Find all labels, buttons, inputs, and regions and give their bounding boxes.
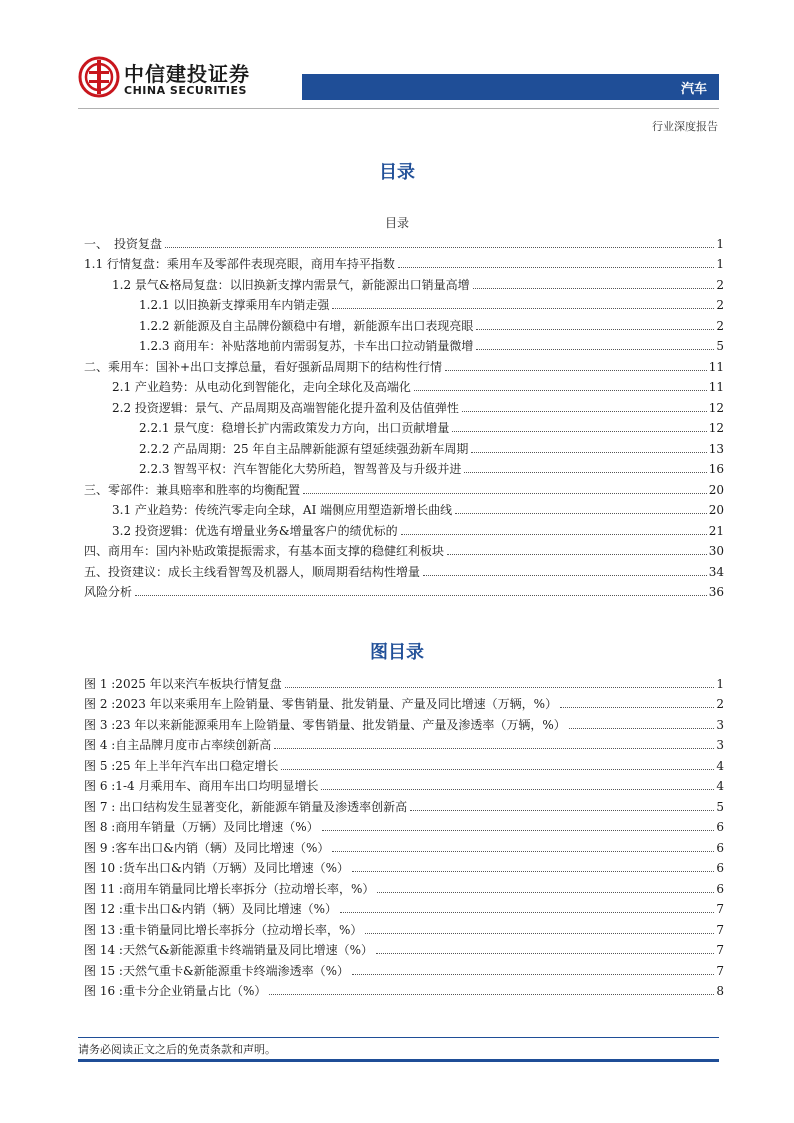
leader-dots: [462, 411, 707, 412]
figure-entry[interactable]: [84, 957, 724, 978]
toc-entry[interactable]: [84, 230, 724, 251]
leader-dots: [476, 349, 714, 350]
toc-entry-page: 2: [716, 318, 724, 333]
toc-entry-page: 2: [716, 298, 724, 312]
leader-dots: [135, 595, 707, 596]
figure-entry-text: 图 2 :2023 年以来乘用车上险销量、零售销量、批发销量、产量及同比增速（万辆，%）: [84, 697, 558, 711]
toc-entry[interactable]: [139, 333, 724, 354]
leader-dots: [560, 707, 714, 708]
figure-entry-text: 图 15 :天然气重卡&新能源重卡终端渗透率（%）: [84, 963, 350, 978]
figure-entry[interactable]: [84, 691, 724, 712]
toc-entry[interactable]: [139, 415, 724, 436]
toc-entry-text: 3.1 产业趋势：传统汽零走向全球，AI 端侧应用塑造新增长曲线: [112, 503, 453, 517]
toc-entry[interactable]: [139, 292, 724, 313]
figure-entry-page: 6: [716, 881, 724, 896]
leader-dots: [303, 493, 707, 494]
leader-dots: [165, 247, 714, 248]
figure-entry-text: 图 3 :23 年以来新能源乘用车上险销量、零售销量、批发销量、产量及渗透率（万辆，%）: [84, 717, 566, 732]
company-logo: [78, 56, 248, 100]
toc-entry[interactable]: [139, 456, 724, 477]
leader-dots: [377, 892, 714, 893]
report-type: 行业深度报告: [652, 120, 718, 133]
toc-entry[interactable]: [84, 558, 724, 579]
toc-entry[interactable]: [84, 476, 724, 497]
leader-dots: [352, 974, 714, 975]
toc-entry[interactable]: [84, 353, 724, 374]
figure-entry[interactable]: [84, 711, 724, 732]
figure-entry-page: 2: [716, 697, 724, 711]
figure-entry-text: 图 13 :重卡销量同比增长率拆分（拉动增长率，%）: [84, 922, 363, 937]
toc-entry-page: 11: [708, 380, 724, 394]
footer-divider: [78, 1037, 719, 1038]
toc-entry-text: 1.2.2 新能源及自主品牌份额稳中有增，新能源车出口表现亮眼: [139, 318, 474, 333]
figure-entry-text: 图 14 :天然气&新能源重卡终端销量及同比增速（%）: [84, 943, 374, 957]
leader-dots: [321, 789, 714, 790]
figure-entry-page: 7: [716, 943, 724, 957]
figure-entry[interactable]: [84, 978, 724, 999]
toc-entry-text: 1.2.1 以旧换新支撑乘用车内销走强: [139, 298, 330, 312]
toc-entry-page: 34: [708, 564, 724, 579]
figure-entry-text: 图 11 :商用车销量同比增长率拆分（拉动增长率，%）: [84, 881, 375, 896]
leader-dots: [569, 728, 715, 729]
toc-entry[interactable]: [112, 497, 724, 518]
toc-entry-text: 2.2.3 智驾平权：汽车智能化大势所趋，智驾普及与升级并进: [139, 462, 462, 476]
figure-entry-page: 7: [716, 902, 724, 916]
leader-dots: [473, 288, 715, 289]
figure-entry-page: 6: [716, 840, 724, 855]
toc-entry-text: 1.1 行情复盘：乘用车及零部件表现亮眼，商用车持平指数: [84, 257, 395, 271]
figure-entry[interactable]: [84, 875, 724, 896]
leader-dots: [332, 308, 714, 309]
figure-entry[interactable]: [84, 814, 724, 835]
figure-entry-page: 4: [716, 779, 724, 793]
disclaimer-note: 请务必阅读正文之后的免责条款和声明。: [78, 1043, 276, 1056]
figure-entry-page: 7: [716, 963, 724, 978]
toc-entry-text: 三、零部件：兼具赔率和胜率的均衡配置: [84, 482, 301, 497]
figure-entry[interactable]: [84, 937, 724, 958]
leader-dots: [332, 851, 714, 852]
toc-entry-page: 20: [708, 482, 724, 497]
figure-entry-page: 3: [716, 738, 724, 752]
figure-entry-text: 图 16 :重卡分企业销量占比（%）: [84, 984, 267, 998]
toc-entry-text: 二、乘用车：国补+出口支撑总量，看好强新品周期下的结构性行情: [84, 359, 443, 374]
toc-entry-page: 21: [708, 523, 724, 538]
leader-dots: [398, 267, 714, 268]
toc-entry-text: 1.2.3 商用车：补贴落地前内需弱复苏，卡车出口拉动销量微增: [139, 339, 474, 353]
figure-entry-page: 1: [716, 676, 724, 691]
toc-entry[interactable]: [112, 374, 724, 395]
leader-dots: [352, 871, 714, 872]
sector-banner: [302, 74, 719, 100]
figures-title: 图目录: [370, 642, 424, 663]
toc-entry-text: 风险分析: [84, 585, 133, 599]
figure-entry-text: 图 8 :商用车销量（万辆）及同比增速（%）: [84, 820, 319, 834]
footer-bar: [78, 1059, 719, 1062]
toc-entry[interactable]: [112, 271, 724, 292]
toc-entry-text: 3.2 投资逻辑：优选有增量业务&增量客户的绩优标的: [112, 523, 398, 538]
leader-dots: [455, 513, 707, 514]
toc-entry[interactable]: [139, 312, 724, 333]
figure-entry[interactable]: [84, 793, 724, 814]
leader-dots: [445, 370, 707, 371]
figure-entry-text: 图 6 :1-4 月乘用车、商用车出口均明显增长: [84, 779, 319, 793]
leader-dots: [340, 912, 714, 913]
figure-entry[interactable]: [84, 916, 724, 937]
figure-entry-text: 图 4 :自主品牌月度市占率续创新高: [84, 738, 272, 752]
figure-entry-page: 6: [716, 820, 724, 834]
figure-entry-text: 图 9 :客车出口&内销（辆）及同比增速（%）: [84, 840, 330, 855]
china-securities-logo-icon: [78, 56, 120, 98]
toc-entry[interactable]: [112, 394, 724, 415]
leader-dots: [423, 575, 707, 576]
leader-dots: [322, 830, 715, 831]
toc-entry-page: 1: [716, 236, 724, 251]
toc-subtitle: 目录: [384, 216, 409, 230]
toc-entry[interactable]: [139, 435, 724, 456]
figure-entry-page: 3: [716, 717, 724, 732]
figure-entry-text: 图 12 :重卡出口&内销（辆）及同比增速（%）: [84, 902, 338, 916]
toc-entry-text: 五、投资建议：成长主线看智驾及机器人，顺周期看结构性增量: [84, 564, 421, 579]
figure-entry-page: 7: [716, 922, 724, 937]
logo-chinese-name: 中信建投证券: [124, 62, 250, 86]
leader-dots: [376, 953, 714, 954]
figure-entry-text: 图 10 :货车出口&内销（万辆）及同比增速（%）: [84, 861, 350, 875]
toc-entry-text: 2.2.1 景气度：稳增长扩内需政策发力方向，出口贡献增量: [139, 421, 450, 435]
toc-entry-page: 20: [708, 503, 724, 517]
toc-entry-page: 12: [708, 400, 724, 415]
toc-entry-text: 2.2.2 产品周期：25 年自主品牌新能源有望延续强劲新车周期: [139, 441, 469, 456]
leader-dots: [471, 452, 706, 453]
toc-entry-page: 16: [708, 462, 724, 476]
toc-entry-page: 2: [716, 277, 724, 292]
toc-entry[interactable]: [84, 251, 724, 272]
toc-entry[interactable]: [84, 579, 724, 600]
toc-entry-page: 13: [708, 441, 724, 456]
leader-dots: [365, 933, 714, 934]
toc-entry-text: 2.2 投资逻辑：景气、产品周期及高端智能化提升盈利及估值弹性: [112, 400, 459, 415]
toc-entry-page: 11: [708, 359, 724, 374]
toc-entry-text: 2.1 产业趋势：从电动化到智能化，走向全球化及高端化: [112, 380, 411, 394]
figure-entry[interactable]: [84, 773, 724, 794]
toc-title: 目录: [379, 162, 415, 183]
figure-entry[interactable]: [84, 834, 724, 855]
leader-dots: [410, 810, 714, 811]
header-divider: [78, 108, 719, 109]
leader-dots: [285, 687, 715, 688]
toc-entry[interactable]: [112, 517, 724, 538]
leader-dots: [464, 472, 706, 473]
figure-entry-text: 图 5 :25 年上半年汽车出口稳定增长: [84, 758, 279, 773]
toc-entry-page: 36: [708, 585, 724, 599]
toc-entry-page: 1: [716, 257, 724, 271]
figure-entry-text: 图 1 :2025 年以来汽车板块行情复盘: [84, 676, 282, 691]
leader-dots: [269, 994, 714, 995]
figure-entry-page: 8: [716, 984, 724, 998]
figure-entry[interactable]: [84, 896, 724, 917]
leader-dots: [274, 748, 714, 749]
figure-entry-text: 图 7 : 出口结构发生显著变化，新能源车销量及渗透率创新高: [84, 799, 408, 814]
leader-dots: [476, 329, 714, 330]
leader-dots: [447, 554, 707, 555]
toc-entry-text: 1.2 景气&格局复盘：以旧换新支撑内需景气，新能源出口销量高增: [112, 277, 470, 292]
figure-entry-page: 6: [716, 861, 724, 875]
toc-entry-page: 30: [708, 544, 724, 558]
logo-english-name: CHINA SECURITIES: [124, 84, 247, 97]
leader-dots: [414, 390, 707, 391]
toc-entry-text: 一、 投资复盘: [84, 236, 163, 251]
toc-entry-page: 12: [708, 421, 724, 435]
figure-entry[interactable]: [84, 855, 724, 876]
figure-entry[interactable]: [84, 752, 724, 773]
sector-label: 汽车: [680, 82, 707, 97]
figure-entry[interactable]: [84, 670, 724, 691]
toc-entry[interactable]: [84, 538, 724, 559]
leader-dots: [401, 534, 707, 535]
figure-entry[interactable]: [84, 732, 724, 753]
leader-dots: [452, 431, 706, 432]
figure-entry-page: 5: [716, 799, 724, 814]
toc-entry-page: 5: [716, 339, 724, 353]
toc-entry-text: 四、商用车：国内补贴政策提振需求，有基本面支撑的稳健红利板块: [84, 544, 445, 558]
leader-dots: [281, 769, 714, 770]
figure-entry-page: 4: [716, 758, 724, 773]
